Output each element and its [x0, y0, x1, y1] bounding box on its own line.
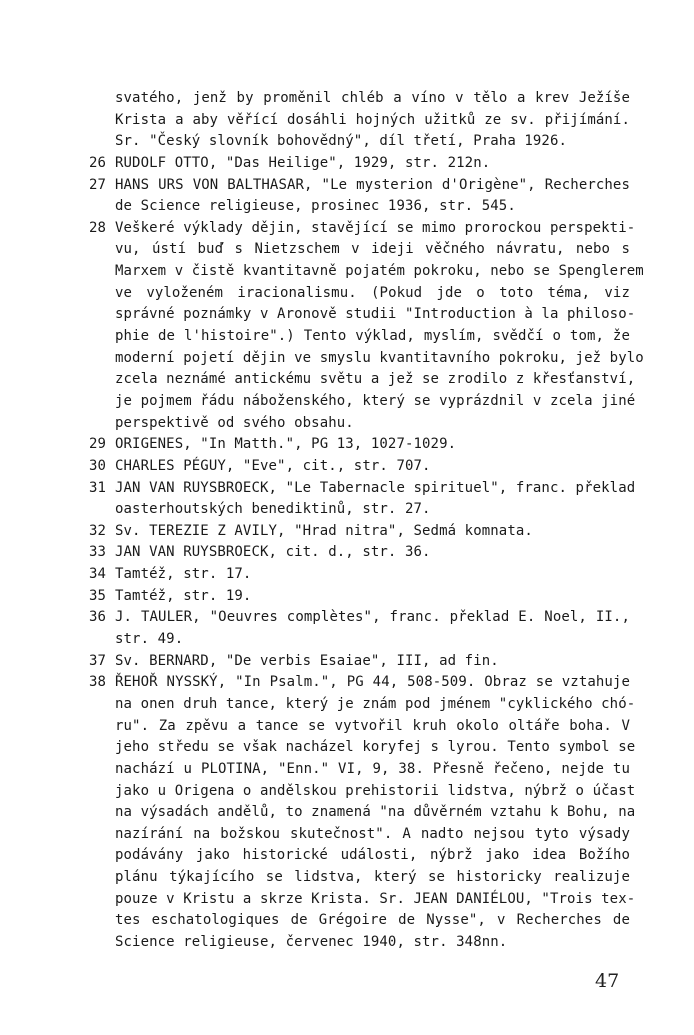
note-text: na výsadách andělů, to znamená "na důvěrném vztahu k Bohu, na: [115, 804, 636, 821]
note-number: 32: [89, 522, 107, 539]
note-text: moderní pojetí dějin ve smyslu kvantitavního pokroku, jež bylo: [115, 349, 644, 366]
note-text: J. TAULER, "Oeuvres complètes", franc. překlad E. Noel, II.,: [115, 609, 630, 626]
note-number: 34: [89, 566, 107, 583]
note-line: [89, 239, 630, 261]
note-text: vu, ústí buď s Nietzschem v ideji věčného návratu, nebo s: [115, 241, 630, 258]
note-line-first: [89, 434, 630, 456]
page-number: 47: [595, 970, 620, 992]
note-line-first: [89, 564, 630, 586]
note-number: 27: [89, 176, 107, 193]
note-text: nachází u PLOTINA, "Enn." VI, 9, 38. Přesně řečeno, nejde tu: [115, 760, 630, 777]
note-text: svatého, jenž by proměnil chléb a víno v tělo a krev Ježíše: [115, 90, 630, 106]
note-text: Sv. BERNARD, "De verbis Esaiae", III, ad fin.: [115, 652, 499, 669]
note-line: [89, 629, 630, 651]
note-text: RUDOLF OTTO, "Das Heilige", 1929, str. 212n.: [115, 154, 491, 171]
note-number: 37: [89, 652, 107, 669]
note-number: 28: [89, 219, 107, 236]
note-line: [89, 910, 630, 932]
note-line-first: [89, 651, 630, 673]
note-line: [89, 413, 630, 435]
note-text: HANS URS VON BALTHASAR, "Le mysterion d'Origène", Recherches: [115, 176, 630, 193]
note-line-first: [89, 478, 636, 500]
note-text: ORIGENES, "In Matth.", PG 13, 1027-1029.: [115, 436, 457, 453]
note-line: [89, 737, 636, 759]
note-text: plánu týkajícího se lidstva, který se historicky realizuje: [115, 869, 630, 886]
note-line-first: [89, 542, 630, 564]
note-line: [89, 802, 636, 824]
note-line: [89, 932, 630, 954]
note-line: [89, 889, 636, 911]
note-text: Tamtéž, str. 17.: [115, 566, 252, 583]
note-text: Tamtéž, str. 19.: [115, 587, 252, 604]
note-line: [89, 499, 630, 521]
note-line-first: [89, 521, 630, 543]
note-line-first: [89, 456, 630, 478]
note-line: [89, 348, 644, 370]
note-text: JAN VAN RUYSBROECK, cit. d., str. 36.: [115, 544, 431, 561]
note-text: phie de l'histoire".) Tento výklad, myslím, svědčí o tom, že: [115, 328, 630, 345]
note-text: ŘEHOŘ NYSSKÝ, "In Psalm.", PG 44, 508-509. Obraz se vztahuje: [115, 674, 630, 691]
note-number: 26: [89, 154, 107, 171]
note-text: Sv. TEREZIE Z AVILY, "Hrad nitra", Sedmá komnata.: [115, 522, 533, 539]
note-text: pouze v Kristu a skrze Krista. Sr. JEAN DANIÉLOU, "Trois tex-: [115, 890, 636, 907]
note-line: [89, 110, 630, 132]
endnotes: [89, 88, 644, 954]
note-text: CHARLES PÉGUY, "Eve", cit., str. 707.: [115, 457, 431, 474]
note-line: [89, 304, 636, 326]
note-number: 31: [89, 479, 107, 496]
note-text: str. 49.: [115, 631, 184, 648]
note-line-first: [89, 586, 630, 608]
note-line: [89, 196, 630, 218]
note-text: zcela neznámé antickému světu a jež se zrodilo z křesťanství,: [115, 371, 636, 388]
note-line: [89, 369, 636, 391]
note-line: [89, 867, 630, 889]
note-number: 36: [89, 609, 107, 626]
note-number: 29: [89, 436, 107, 453]
note-line: [89, 716, 630, 738]
note-text: ru". Za zpěvu a tance se vytvořil kruh okolo oltáře boha. V: [115, 717, 630, 734]
note-number: 35: [89, 587, 107, 604]
note-text: Science religieuse, červenec 1940, str. 348nn.: [115, 933, 508, 950]
note-line: [89, 391, 636, 413]
note-text: perspektivě od svého obsahu.: [115, 414, 354, 431]
note-line-first: [89, 88, 630, 110]
note-number: 30: [89, 457, 107, 474]
note-text: de Science religieuse, prosinec 1936, str. 545.: [115, 198, 516, 215]
note-number: 33: [89, 544, 107, 561]
note-text: oasterhoutských benediktinů, str. 27.: [115, 501, 431, 518]
note-line-first: [89, 218, 636, 240]
note-text: Veškeré výklady dějin, stavějící se mimo prorockou perspekti-: [115, 219, 636, 236]
note-line-first: [89, 153, 630, 175]
note-text: správné poznámky v Aronově studii "Introduction à la philoso-: [115, 306, 636, 323]
note-line: [89, 781, 636, 803]
note-text: Krista a aby věřící dosáhli hojných užitků ze sv. přijímání.: [115, 111, 630, 128]
note-line-first: [89, 607, 630, 629]
note-text: nazírání na božskou skutečnost". A nadto nejsou tyto výsady: [115, 825, 630, 842]
note-line: [89, 131, 630, 153]
note-line: [89, 326, 630, 348]
note-line: [89, 824, 630, 846]
note-text: Marxem v čistě kvantitavně pojatém pokroku, nebo se Spenglerem: [115, 263, 644, 280]
note-number: 38: [89, 674, 107, 691]
note-line-first: [89, 672, 630, 694]
note-line: [89, 261, 644, 283]
note-text: jeho středu se však nacházel koryfej s lyrou. Tento symbol se: [115, 739, 636, 756]
note-line: [89, 694, 636, 716]
note-text: je pojmem řádu náboženského, který se vyprázdnil v zcela jiné: [115, 392, 636, 409]
note-text: jako u Origena o andělskou prehistorii lidstva, nýbrž o účast: [115, 782, 636, 799]
note-text: na onen druh tance, který je znám pod jménem "cyklického chó-: [115, 695, 636, 712]
note-text: JAN VAN RUYSBROECK, "Le Tabernacle spirituel", franc. překlad: [115, 479, 636, 496]
note-text: podávány jako historické události, nýbrž jako idea Božího: [115, 847, 630, 864]
note-line: [89, 759, 630, 781]
note-line-first: [89, 175, 630, 197]
note-line: [89, 283, 630, 305]
note-text: tes eschatologiques de Grégoire de Nysse", v Recherches de: [115, 912, 630, 929]
note-text: Sr. "Český slovník bohovědný", díl třetí, Praha 1926.: [115, 133, 568, 150]
note-text: ve vyloženém iracionalismu. (Pokud jde o toto téma, viz: [115, 284, 630, 301]
note-line: [89, 845, 630, 867]
